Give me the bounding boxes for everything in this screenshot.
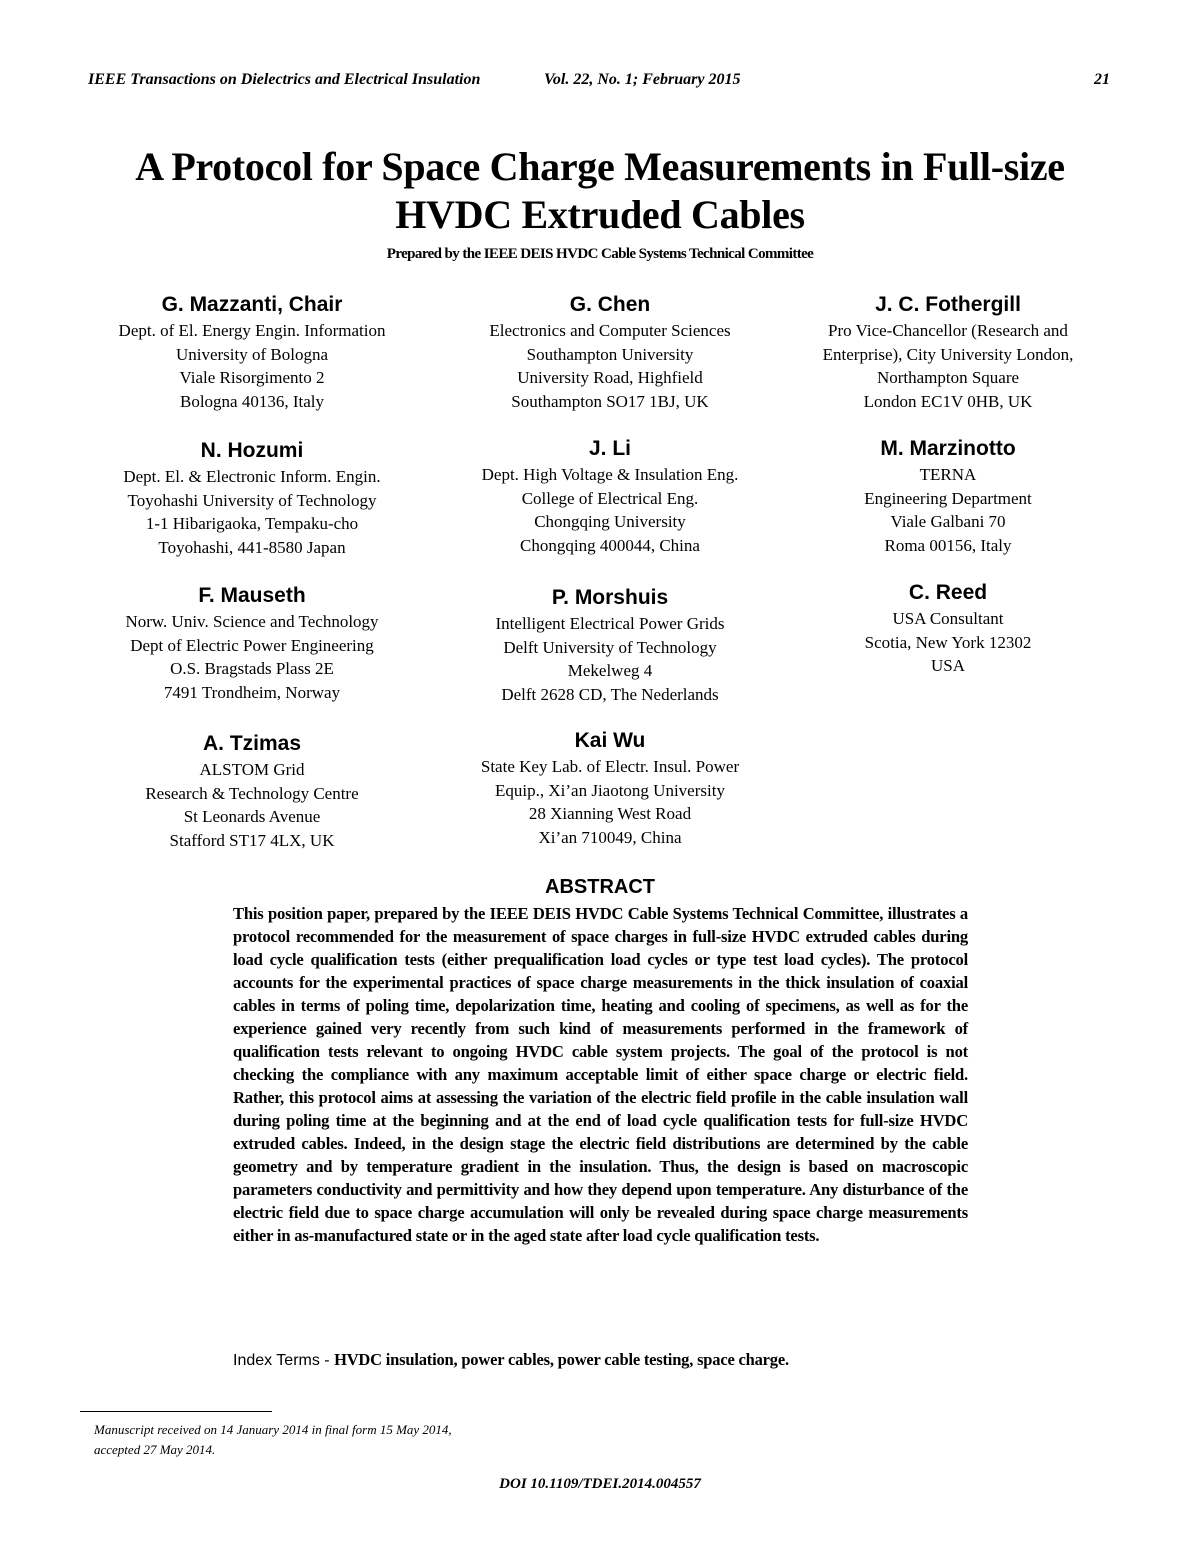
author-name: C. Reed — [908, 581, 988, 604]
author-block — [440, 291, 780, 413]
affiliation-line: State Key Lab. of Electr. Insul. Power — [480, 757, 740, 776]
affiliation-line: Equip., Xi’an Jiaotong University — [495, 780, 725, 800]
affiliation-line: Norw. Univ. Science and Technology — [125, 612, 379, 631]
index-terms-label: Index Terms - — [233, 1352, 335, 1369]
page-number: 21 — [1094, 71, 1110, 88]
prepared-by: Prepared by the IEEE DEIS HVDC Cable Systems Technical Committee — [386, 246, 814, 262]
affiliation-line: Electronics and Computer Sciences — [489, 321, 731, 340]
abstract-heading: ABSTRACT — [545, 876, 655, 898]
affiliation-line: London EC1V 0HB, UK — [863, 391, 1033, 411]
issue-info: Vol. 22, No. 1; February 2015 — [544, 71, 741, 88]
affiliation-line: University Road, Highfield — [517, 368, 703, 387]
author-name: N. Hozumi — [200, 439, 304, 462]
author-block — [778, 579, 1118, 678]
affiliation-line: Chongqing 400044, China — [520, 535, 700, 555]
affiliation-line: Intelligent Electrical Power Grids — [495, 614, 725, 633]
affiliation-line: Dept. El. & Electronic Inform. Engin. — [123, 467, 381, 486]
doi: DOI 10.1109/TDEI.2014.004557 — [499, 1476, 701, 1492]
author-block — [778, 435, 1118, 557]
affiliation-line: 7491 Trondheim, Norway — [163, 682, 341, 702]
affiliation-line: Dept. High Voltage & Insulation Eng. — [481, 465, 739, 484]
affiliation-line: Southampton University — [526, 344, 694, 364]
affiliation-line: Stafford ST17 4LX, UK — [169, 830, 335, 850]
footnote-line: accepted 27 May 2014. — [94, 1442, 216, 1457]
author-name: M. Marzinotto — [880, 437, 1016, 460]
author-name: J. C. Fothergill — [875, 293, 1021, 316]
manuscript-footnote — [94, 1420, 452, 1460]
author-name: A. Tzimas — [202, 732, 302, 755]
affiliation-line: Dept. of El. Energy Engin. Information — [118, 321, 386, 340]
author-block — [440, 584, 780, 706]
abstract-text: This position paper, prepared by the IEEE DEIS HVDC Cable Systems Technical Committee, illustrates a protocol recommended for the measurement of space charges in full-size HVDC extruded cables during load cycle qualification tests (either prequalification load cycles or type test load cycles). The protocol accounts for the experimental practices of space charge measurements in the thick insulation of coaxial cables in terms of poling time, depolarization time, heating and cooling of specimens, as well as for the experience gained very recently from such kind of measurements performed in the framework of qualification tests relevant to ongoing HVDC cable system projects. The goal of the protocol is not checking the compliance with any maximum acceptable limit of either space charge or electric field. Rather, this protocol aims at assessing the variation of the electric field profile in the cable insulation wall during poling time at the beginning and at the end of load cycle qualification tests for full-size HVDC extruded cables. Indeed, in the design stage the electric field distributions are determined by the cable geometry and by temperature gradient in the insulation. Thus, the design is based on macroscopic parameters conductivity and permittivity and how they depend upon temperature. Any disturbance of the electric field due to space charge accumulation will only be revealed during space charge measurements either in as-manufactured state or in the aged state after load cycle qualification tests. — [233, 904, 968, 1245]
author-name: J. Li — [588, 437, 631, 460]
author-name: P. Morshuis — [551, 586, 669, 609]
author-block — [778, 291, 1118, 413]
affiliation-line: Pro Vice-Chancellor (Research and — [828, 321, 1068, 340]
journal-name: IEEE Transactions on Dielectrics and Electrical Insulation — [88, 71, 481, 88]
author-block — [82, 730, 422, 852]
title-line-1: A Protocol for Space Charge Measurements in Full-size — [135, 144, 1065, 189]
affiliation-line: Delft 2628 CD, The Nederlands — [501, 684, 719, 704]
affiliation-line: St Leonards Avenue — [183, 807, 321, 826]
affiliation-line: Bologna 40136, Italy — [179, 391, 324, 411]
affiliation-line: 1-1 Hibarigaoka, Tempaku-cho — [145, 514, 359, 533]
affiliation-line: TERNA — [919, 465, 977, 484]
footnote-line: Manuscript received on 14 January 2014 in final form 15 May 2014, — [94, 1422, 452, 1437]
affiliation-line: Dept of Electric Power Engineering — [130, 635, 374, 655]
affiliation-line: Viale Risorgimento 2 — [179, 368, 325, 387]
author-block — [82, 582, 422, 704]
affiliation-line: Delft University of Technology — [503, 637, 717, 657]
footnote-divider — [80, 1411, 272, 1412]
affiliation-line: Northampton Square — [876, 368, 1020, 387]
affiliation-line: Chongqing University — [534, 512, 686, 531]
affiliation-line: Mekelweg 4 — [567, 661, 653, 680]
author-block — [82, 437, 422, 559]
affiliation-line: O.S. Bragstads Plass 2E — [170, 659, 334, 678]
affiliation-line: Engineering Department — [864, 488, 1032, 508]
affiliation-line: Enterprise), City University London, — [822, 344, 1074, 364]
index-terms-list: HVDC insulation, power cables, power cable testing, space charge. — [334, 1350, 789, 1369]
author-block — [440, 435, 780, 557]
author-name: Kai Wu — [574, 729, 646, 752]
paper-title — [60, 143, 1140, 239]
author-name: G. Chen — [569, 293, 651, 316]
index-terms — [233, 1350, 789, 1370]
affiliation-line: ALSTOM Grid — [199, 760, 305, 779]
author-name: G. Mazzanti, Chair — [161, 293, 343, 316]
affiliation-line: USA — [930, 656, 965, 675]
affiliation-line: University of Bologna — [175, 344, 329, 364]
affiliation-line: Roma 00156, Italy — [884, 535, 1012, 555]
affiliation-line: Research & Technology Centre — [145, 783, 359, 803]
author-block — [440, 727, 780, 849]
affiliation-line: Toyohashi University of Technology — [127, 490, 377, 510]
title-line-2: HVDC Extruded Cables — [395, 192, 805, 237]
affiliation-line: Southampton SO17 1BJ, UK — [511, 391, 709, 411]
author-block — [82, 291, 422, 413]
affiliation-line: Viale Galbani 70 — [890, 512, 1006, 531]
affiliation-line: Scotia, New York 12302 — [864, 632, 1032, 652]
affiliation-line: Toyohashi, 441-8580 Japan — [158, 537, 346, 557]
author-name: F. Mauseth — [198, 584, 306, 607]
affiliation-line: 28 Xianning West Road — [528, 804, 692, 823]
affiliation-line: Xi’an 710049, China — [538, 827, 682, 847]
affiliation-line: USA Consultant — [892, 609, 1004, 628]
affiliation-line: College of Electrical Eng. — [521, 488, 699, 508]
